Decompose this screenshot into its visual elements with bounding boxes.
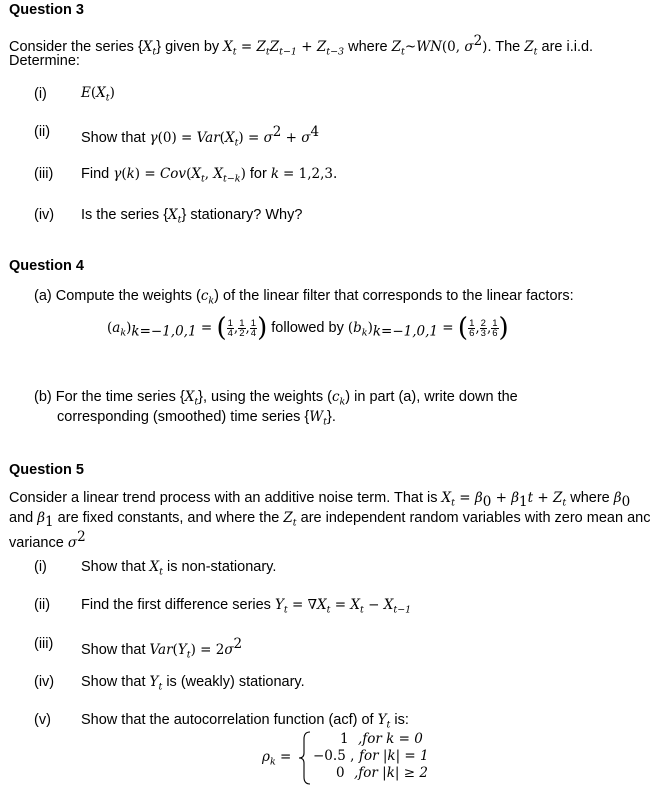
- q5-item-num: (iii): [34, 636, 54, 652]
- q4-part-b: (b) For the time series $\{X_t\}$, using the weights $(c_k)$ in part (a), write down the: [34, 389, 518, 408]
- q3-determine: Determine:: [9, 53, 80, 69]
- acf-rho: $\rho_k$ =: [262, 749, 292, 768]
- acf-cond-2: for |k| = 1: [359, 748, 429, 764]
- q5-item-num: (iv): [34, 674, 55, 690]
- q5-item-2: Find the first difference series $Y_t = \nabla X_t = X_t - X_{t-1}$: [81, 597, 412, 616]
- q3-item-num: (i): [34, 86, 47, 102]
- q3-intro: Consider the series $\{X_t\}$ given by $X_t = Z_tZ_{t-1} + Z_{t-3}$ where $Z_t\sim WN(0$, $\sigma^2$). The $Z_t$ are i.i.d.: [9, 33, 594, 58]
- q4-title: Question 4: [9, 258, 84, 274]
- q5-intro-2: and $\beta_1$ are fixed constants, and where the $Z_t$ are independent random variables with zero mean anc: [9, 510, 650, 530]
- acf-cond-3: ,for |k| ≥ 2: [354, 765, 428, 781]
- acf-brace: [298, 731, 312, 785]
- q5-item-3: Show that $Var(Y_t) = 2\sigma^2$: [81, 636, 243, 661]
- acf-cond-1: ,for k = 0: [358, 731, 423, 747]
- q5-item-1: Show that $X_t$ is non-stationary.: [81, 559, 277, 578]
- q5-intro-1: Consider a linear trend process with an additive noise term. That is $X_t = \beta_0 + \beta_1t + Z_t$ where $\beta_0$: [9, 490, 631, 510]
- q4-factors: $(a_k)_{k=-1,0,1}$ = ( $\frac{1}{4}$ , $\frac{1}{2}$ , $\frac{1}{4}$ ) followed by $(b_k)_{k=-1,0,1}$ = ( $\frac{1}{6}$ , $\frac{2}{3}$ , $\frac{1}{6}$ ): [107, 313, 509, 343]
- q3-item-num: (iii): [34, 166, 54, 182]
- q5-intro-3: variance $\sigma^2$: [9, 529, 86, 551]
- q3-item-4: Is the series $\{X_t\}$ stationary? Why?: [81, 207, 303, 226]
- q5-item-num: (v): [34, 712, 51, 728]
- q4-part-b-line2: corresponding (smoothed) time series $\{W_t\}$.: [57, 409, 336, 428]
- q3-item-num: (iv): [34, 207, 55, 223]
- q5-title: Question 5: [9, 462, 84, 478]
- q3-item-2: Show that $\gamma(0) = Var(X_t) = \sigma^2 + \sigma^4$: [81, 124, 320, 149]
- q5-item-num: (ii): [34, 597, 51, 613]
- acf-value-2: −0.5 ,: [313, 748, 355, 764]
- q3-item-3: Find $\gamma(k) = Cov(X_t$, $X_{t-k}$) for k = 1,2,3.: [81, 166, 338, 185]
- acf-value-3: 0: [336, 765, 345, 781]
- q5-item-num: (i): [34, 559, 47, 575]
- q5-item-4: Show that $Y_t$ is (weakly) stationary.: [81, 674, 305, 693]
- q3-item-num: (ii): [34, 124, 51, 140]
- q4-part-a: (a) Compute the weights $(c_k)$ of the linear filter that corresponds to the linear factors:: [34, 288, 574, 307]
- acf-value-1: 1: [340, 731, 349, 747]
- q5-item-5: Show that the autocorrelation function (acf) of $Y_t$ is:: [81, 712, 409, 731]
- q3-item-1: $E(X_t)$: [81, 85, 115, 104]
- q3-title: Question 3: [9, 2, 84, 18]
